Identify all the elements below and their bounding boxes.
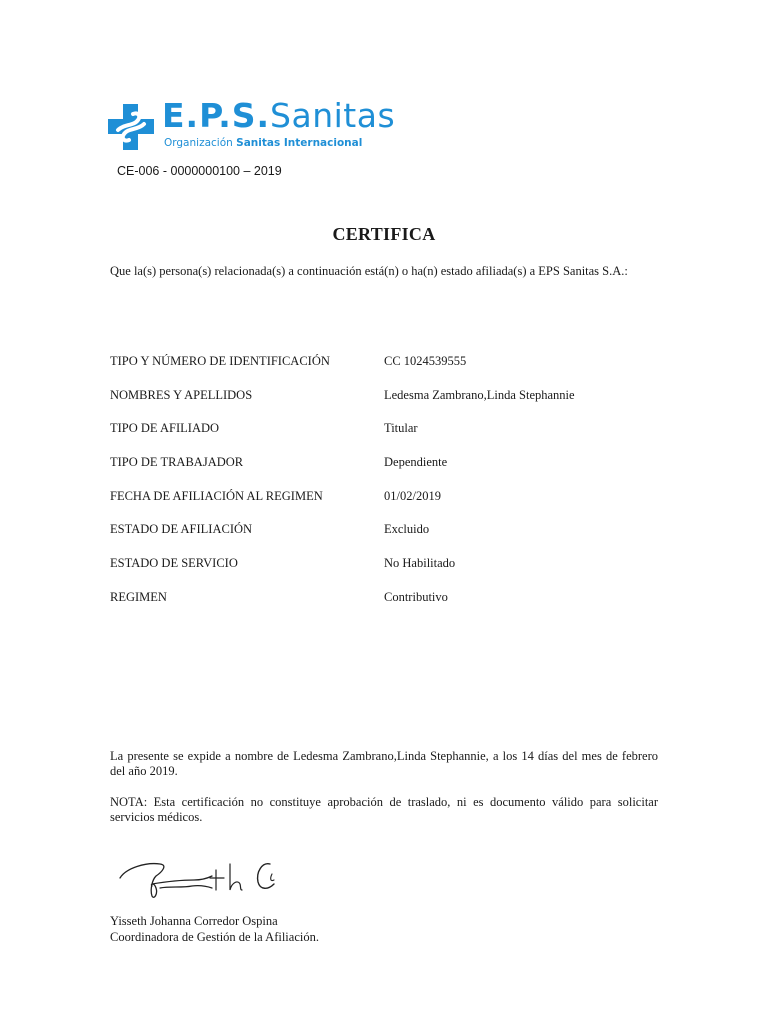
field-label: FECHA DE AFILIACIÓN AL REGIMEN [110, 488, 323, 503]
field-value: 01/02/2019 [384, 488, 441, 503]
field-row-estado-servicio [110, 556, 670, 590]
logo-subtitle [164, 136, 362, 150]
signer-block [110, 913, 319, 945]
field-value: Excluido [384, 522, 430, 537]
field-row-identificacion [110, 354, 670, 388]
logo-sub-prefix: Organización [164, 137, 233, 149]
field-value: Titular [384, 421, 418, 436]
field-value: Ledesma Zambrano,Linda Stephannie [384, 387, 575, 402]
issue-statement: La presente se expide a nombre de Ledesma Zambrano,Linda Stephannie, a los 14 días del mes de febrero del año 2019. [110, 749, 658, 778]
page-title: CERTIFICA [332, 224, 436, 244]
reference-code: CE-006 - 0000000100 – 2019 [117, 164, 282, 178]
field-label: TIPO DE AFILIADO [110, 421, 220, 436]
logo-wordmark [162, 96, 395, 136]
note-text: NOTA: Esta certificación no constituye aprobación de traslado, ni es documento válido para solicitar servicios médicos. [110, 795, 658, 824]
field-label: TIPO DE TRABAJADOR [110, 455, 244, 470]
field-value: CC 1024539555 [384, 354, 467, 368]
field-value: Contributivo [384, 589, 448, 604]
field-row-regimen [110, 590, 670, 624]
cross-mark-icon [108, 104, 154, 150]
field-label: TIPO Y NÚMERO DE IDENTIFICACIÓN [110, 354, 330, 368]
field-row-tipo-afiliado [110, 421, 670, 455]
field-label: ESTADO DE SERVICIO [110, 556, 238, 571]
signer-name: Yisseth Johanna Corredor Ospina [110, 914, 278, 928]
field-row-tipo-trabajador [110, 455, 670, 489]
intro-text: Que la(s) persona(s) relacionada(s) a continuación está(n) o ha(n) estado afiliada(s) a EPS Sanitas S.A.: [110, 264, 628, 278]
field-label: NOMBRES Y APELLIDOS [110, 387, 253, 402]
logo-eps-text: E.P.S. [162, 96, 271, 135]
field-value: No Habilitado [384, 556, 456, 571]
affiliation-fields [110, 354, 670, 624]
logo-brand-text: Sanitas [270, 96, 396, 135]
field-label: REGIMEN [110, 589, 167, 604]
field-row-estado-afiliacion [110, 522, 670, 556]
signer-role: Coordinadora de Gestión de la Afiliación. [110, 930, 319, 944]
eps-sanitas-logo [108, 96, 408, 156]
field-row-fecha-afiliacion [110, 489, 670, 523]
field-row-nombres [110, 388, 670, 422]
signature-image [112, 850, 292, 910]
field-value: Dependiente [384, 455, 448, 470]
logo-sub-bold: Sanitas Internacional [236, 137, 363, 149]
field-label: ESTADO DE AFILIACIÓN [110, 522, 253, 537]
